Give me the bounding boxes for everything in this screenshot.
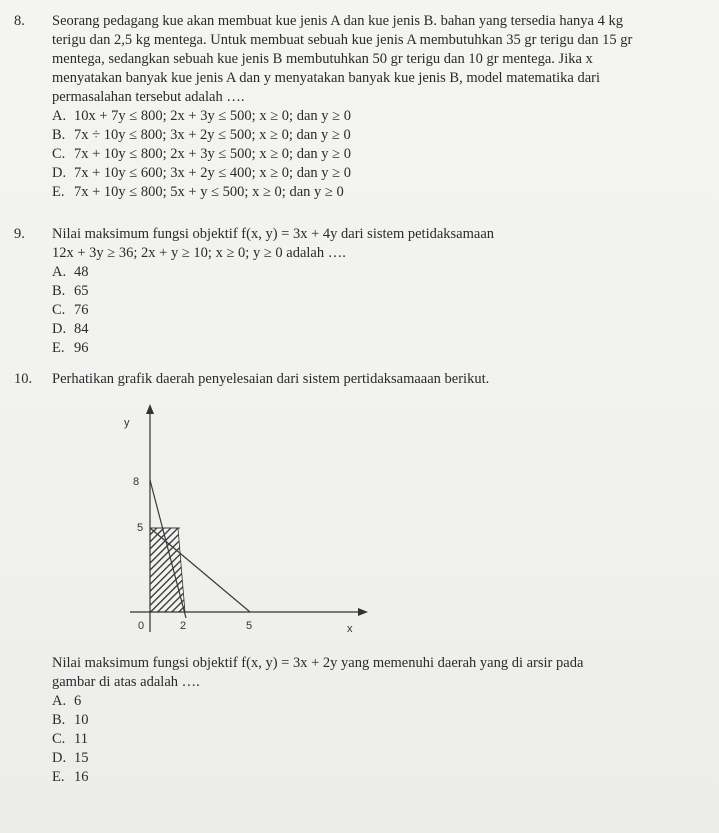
- question-text-line: Nilai maksimum fungsi objektif f(x, y) = 3x + 2y yang memenuhi daerah yang di arsir pada: [52, 655, 584, 671]
- x-axis-arrow-icon: [358, 608, 368, 616]
- y-tick-label-5: 5: [137, 522, 144, 534]
- y-tick-label-8: 8: [133, 476, 140, 488]
- question-text-line: gambar di atas adalah ….: [52, 674, 200, 690]
- answer-option-a[interactable]: [52, 107, 704, 126]
- option-label: B.: [52, 283, 66, 299]
- option-text: 10x + 7y ≤ 800; 2x + 3y ≤ 500; x ≥ 0; dan y ≥ 0: [74, 108, 351, 124]
- x-axis-label: x: [347, 623, 353, 635]
- option-text: 10: [74, 712, 89, 728]
- option-label: C.: [52, 731, 66, 747]
- option-label: D.: [52, 750, 67, 766]
- question-text-line: Perhatikan grafik daerah penyelesaian dari sistem pertidaksamaaan berikut.: [52, 371, 490, 387]
- question-text-line: mentega, sedangkan sebuah kue jenis B membutuhkan 50 gr terigu dan 10 gr mentega. Jika x: [52, 51, 593, 67]
- answer-option-c[interactable]: [52, 730, 704, 749]
- option-label: C.: [52, 146, 66, 162]
- y-axis-label: y: [124, 417, 130, 429]
- question-text-line: 12x + 3y ≥ 36; 2x + y ≥ 10; x ≥ 0; y ≥ 0 adalah ….: [52, 245, 346, 261]
- option-label: A.: [52, 693, 67, 709]
- question-text-line: permasalahan tersebut adalah ….: [52, 89, 245, 105]
- option-text: 7x ÷ 10y ≤ 800; 3x + 2y ≤ 500; x ≥ 0; dan y ≥ 0: [74, 127, 351, 143]
- option-label: B.: [52, 712, 66, 728]
- answer-option-b[interactable]: [52, 711, 704, 730]
- answer-option-d[interactable]: [52, 164, 704, 183]
- option-text: 16: [74, 769, 89, 785]
- x-tick-label-2: 2: [180, 620, 187, 632]
- question-8: [14, 12, 704, 202]
- answer-option-c[interactable]: [52, 145, 704, 164]
- option-text: 76: [74, 302, 89, 318]
- question-number: 8.: [14, 13, 25, 29]
- question-10-body: [14, 654, 704, 787]
- option-text: 7x + 10y ≤ 800; 2x + 3y ≤ 500; x ≥ 0; dan y ≥ 0: [74, 146, 351, 162]
- answer-option-b[interactable]: [52, 126, 704, 145]
- option-text: 96: [74, 340, 89, 356]
- option-label: A.: [52, 108, 67, 124]
- answer-option-e[interactable]: [52, 768, 704, 787]
- question-text-line: Seorang pedagang kue akan membuat kue jenis A dan kue jenis B. bahan yang tersedia hanya 4 kg: [52, 13, 623, 29]
- question-number: 10.: [14, 371, 33, 387]
- option-text: 7x + 10y ≤ 800; 5x + y ≤ 500; x ≥ 0; dan y ≥ 0: [74, 184, 344, 200]
- option-text: 6: [74, 693, 82, 709]
- question-text-line: Nilai maksimum fungsi objektif f(x, y) = 3x + 4y dari sistem petidaksamaan: [52, 226, 495, 242]
- answer-option-c[interactable]: [52, 301, 704, 320]
- answer-option-a[interactable]: [52, 692, 704, 711]
- question-9: [14, 225, 704, 358]
- option-label: A.: [52, 264, 67, 280]
- question-10: [14, 370, 704, 389]
- question-text-line: menyatakan banyak kue jenis A dan y menyatakan banyak kue jenis B, model matematika dari: [52, 70, 601, 86]
- option-text: 84: [74, 321, 89, 337]
- question-text-line: terigu dan 2,5 kg mentega. Untuk membuat sebuah kue jenis A membutuhkan 35 gr terigu dan 15 gr: [52, 32, 633, 48]
- option-label: C.: [52, 302, 66, 318]
- option-text: 65: [74, 283, 89, 299]
- answer-option-d[interactable]: [52, 320, 704, 339]
- answer-option-b[interactable]: [52, 282, 704, 301]
- origin-label: 0: [138, 620, 145, 632]
- y-axis-arrow-icon: [146, 404, 154, 414]
- option-label: B.: [52, 127, 66, 143]
- option-label: D.: [52, 321, 67, 337]
- answer-option-a[interactable]: [52, 263, 704, 282]
- question-number: 9.: [14, 226, 25, 242]
- answer-option-e[interactable]: [52, 339, 704, 358]
- solution-region-graph: [100, 400, 380, 645]
- option-label: E.: [52, 769, 65, 785]
- option-text: 11: [74, 731, 88, 747]
- option-text: 7x + 10y ≤ 600; 3x + 2y ≤ 400; x ≥ 0; dan y ≥ 0: [74, 165, 351, 181]
- answer-option-d[interactable]: [52, 749, 704, 768]
- option-text: 15: [74, 750, 89, 766]
- option-text: 48: [74, 264, 89, 280]
- answer-option-e[interactable]: [52, 183, 704, 202]
- shaded-region: [150, 528, 185, 612]
- x-tick-label-5: 5: [246, 620, 253, 632]
- option-label: E.: [52, 184, 65, 200]
- option-label: E.: [52, 340, 65, 356]
- option-label: D.: [52, 165, 67, 181]
